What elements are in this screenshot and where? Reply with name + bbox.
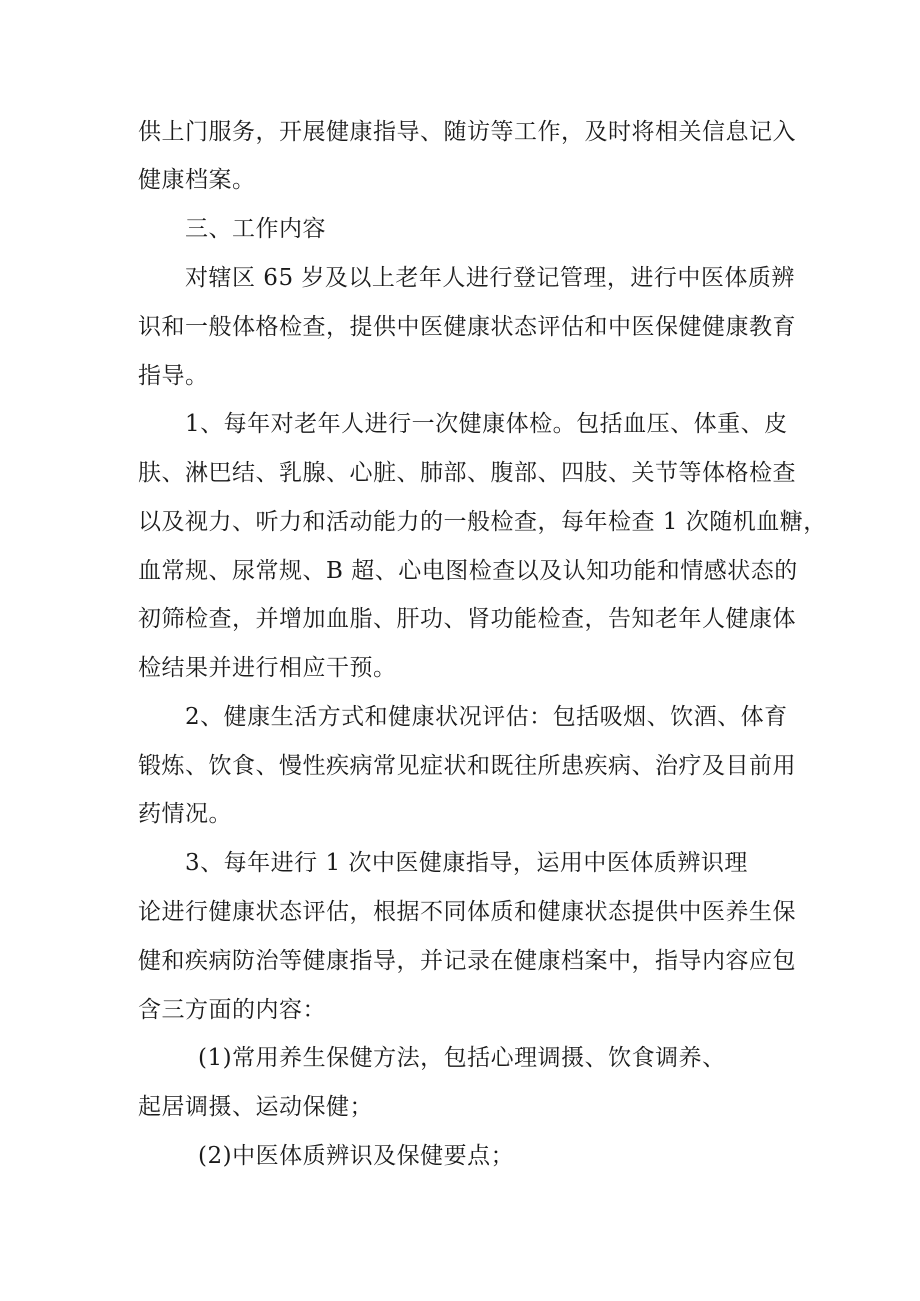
text-line: 健和疾病防治等健康指导，并记录在健康档案中，指导内容应包 xyxy=(138,948,796,974)
text-line: 以及视力、听力和活动能力的一般检查，每年检查 1 次随机血糖， xyxy=(138,509,827,535)
text-line: 初筛检查，并增加血脂、肝功、肾功能检查，告知老年人健康体 xyxy=(138,606,796,632)
section-heading: 三、工作内容 xyxy=(185,216,326,242)
text-line: 识和一般体格检查，提供中医健康状态评估和中医保健健康教育 xyxy=(138,314,796,340)
text-line: 血常规、尿常规、B 超、心电图检查以及认知功能和情感状态的 xyxy=(138,558,798,584)
text-line: 对辖区 65 岁及以上老年人进行登记管理，进行中医体质辨 xyxy=(185,265,795,291)
text-line: 论进行健康状态评估，根据不同体质和健康状态提供中医养生保 xyxy=(138,899,796,925)
text-line: 含三方面的内容： xyxy=(138,997,326,1023)
text-line: 锻炼、饮食、慢性疾病常见症状和既往所患疾病、治疗及目前用 xyxy=(138,753,796,779)
text-line: 供上门服务，开展健康指导、随访等工作，及时将相关信息记入 xyxy=(138,119,796,145)
text-line: 起居调摄、运动保健； xyxy=(138,1094,373,1120)
text-line: 肤、淋巴结、乳腺、心脏、肺部、腹部、四肢、关节等体格检查 xyxy=(138,460,796,486)
text-line: 2、健康生活方式和健康状况评估：包括吸烟、饮酒、体育 xyxy=(185,704,788,730)
text-line: 健康档案。 xyxy=(138,167,256,193)
text-line: 药情况。 xyxy=(138,801,232,827)
text-line: 3、每年进行 1 次中医健康指导，运用中医体质辨识理 xyxy=(185,850,748,876)
list-item: (1)常用养生保健方法，包括心理调摄、饮食调养、 xyxy=(198,1045,726,1071)
list-item: (2)中医体质辨识及保健要点； xyxy=(198,1143,515,1169)
text-line: 指导。 xyxy=(138,363,209,389)
text-line: 检结果并进行相应干预。 xyxy=(138,655,397,681)
text-line: 1、每年对老年人进行一次健康体检。包括血压、体重、皮 xyxy=(185,411,788,437)
